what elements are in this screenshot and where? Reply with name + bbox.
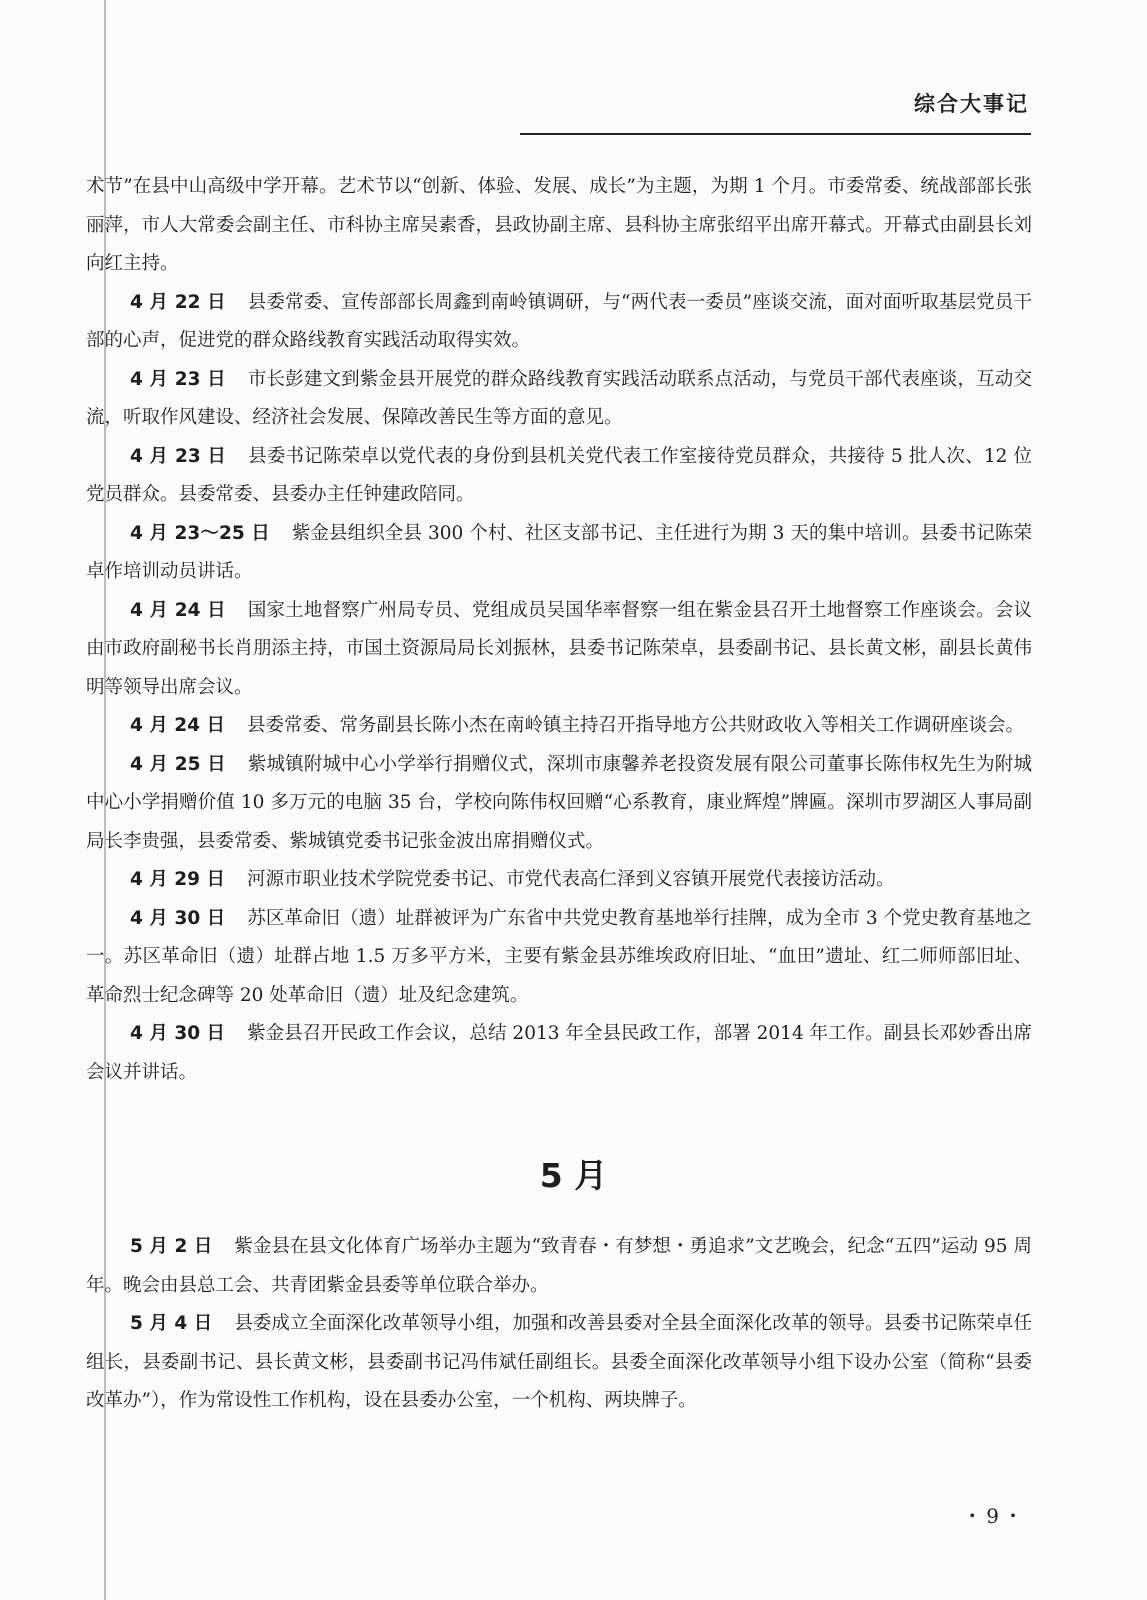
event-entry [86,284,1032,361]
event-date: 4 月 30 日 [130,907,226,929]
event-text: 苏区革命旧（遗）址群被评为广东省中共党史教育基地举行挂牌，成为全市 3 个党史教育基地之一。苏区革命旧（遗）址群占地 1.5 万多平方米，主要有紫金县苏维埃政府旧址、“血田”遗址、红二师师部旧址、革命烈士纪念碑等 20 处革命旧（遗）址及纪念建筑。 [86,907,1032,1006]
event-date: 4 月 24 日 [130,715,225,736]
header-rule [520,133,1031,135]
event-text: 县委书记陈荣卓以党代表的身份到县机关党代表工作室接待党员群众，共接待 5 批人次、12 位党员群众。县委常委、县委办主任钟建政陪同。 [86,445,1032,505]
event-text: 县委常委、常务副县长陈小杰在南岭镇主持召开指导地方公共财政收入等相关工作调研座谈会。 [246,715,1024,736]
event-date: 4 月 30 日 [130,1023,226,1044]
event-date: 4 月 24 日 [130,599,226,621]
event-entry [86,592,1032,708]
page-number: ・9・ [962,1504,1027,1528]
event-date: 4 月 22 日 [130,291,226,313]
continued-paragraph: 术节”在县中山高级中学开幕。艺术节以“创新、体验、发展、成长”为主题，为期 1 个月。市委常委、统战部部长张丽萍，市人大常委会副主任、市科协主席吴素香，县政协副主席、县科协主席张绍平出席开幕式。开幕式由副县长刘向红主持。 [86,176,1032,274]
may-section [86,1228,1032,1421]
event-text: 紫金县召开民政工作会议，总结 2013 年全县民政工作，部署 2014 年工作。副县长邓妙香出席会议并讲话。 [86,1023,1032,1083]
event-entry [86,707,1032,746]
event-text: 河源市职业技术学院党委书记、市党代表高仁泽到义容镇开展党代表接访活动。 [246,869,895,890]
event-text: 县委成立全面深化改革领导小组，加强和改善县委对全县全面深化改革的领导。县委书记陈荣卓任组长，县委副书记、县长黄文彬，县委副书记冯伟斌任副组长。县委全面深化改革领导小组下设办公室（简称“县委改革办”），作为常设性工作机构，设在县委办公室，一个机构、两块牌子。 [86,1313,1032,1411]
event-date: 5 月 4 日 [130,1313,213,1334]
event-date: 5 月 2 日 [130,1236,213,1257]
event-entry [86,515,1032,592]
event-entry [86,746,1032,862]
event-entry [86,438,1032,515]
event-date: 4 月 29 日 [130,869,225,890]
event-text: 紫城镇附城中心小学举行捐赠仪式，深圳市康馨养老投资发展有限公司董事长陈伟权先生为附城中心小学捐赠价值 10 多万元的电脑 35 台，学校向陈伟权回赠“心系教育，康业辉煌”牌匾。深圳市罗湖区人事局副局长李贵强，县委常委、紫城镇党委书记张金波出席捐赠仪式。 [86,753,1032,852]
event-text: 市长彭建文到紫金县开展党的群众路线教育实践活动联系点活动，与党员干部代表座谈，互动交流，听取作风建设、经济社会发展、保障改善民生等方面的意见。 [86,368,1032,428]
event-date: 4 月 23 日 [130,445,227,467]
event-text: 国家土地督察广州局专员、党组成员吴国华率督察一组在紫金县召开土地督察工作座谈会。会议由市政府副秘书长肖朋添主持，市国土资源局局长刘振林，县委书记陈荣卓，县委副书记、县长黄文彬，副县长黄伟明等领导出席会议。 [86,599,1032,698]
event-text: 紫金县在县文化体育广场举办主题为“致青春・有梦想・勇追求”文艺晚会，纪念“五四”运动 95 周年。晚会由县总工会、共青团紫金县委等单位联合举办。 [86,1236,1032,1296]
april-section [86,168,1032,1092]
month-heading: 5 月 [539,1156,608,1195]
event-entry [86,1015,1032,1092]
running-header: 综合大事记 [914,92,1029,116]
event-entry [86,1305,1032,1421]
event-text: 县委常委、宣传部部长周鑫到南岭镇调研，与“两代表一委员”座谈交流，面对面听取基层党员干部的心声，促进党的群众路线教育实践活动取得实效。 [86,291,1032,351]
event-date: 4 月 25 日 [130,753,226,775]
event-date: 4 月 23 日 [130,368,226,390]
event-text: 紫金县组织全县 300 个村、社区支部书记、主任进行为期 3 天的集中培训。县委书记陈荣卓作培训动员讲话。 [86,522,1032,582]
event-entry [86,361,1032,438]
event-entry [86,1228,1032,1305]
event-entry [86,861,1032,900]
event-date: 4 月 23～25 日 [130,522,270,544]
event-entry [86,900,1032,1016]
